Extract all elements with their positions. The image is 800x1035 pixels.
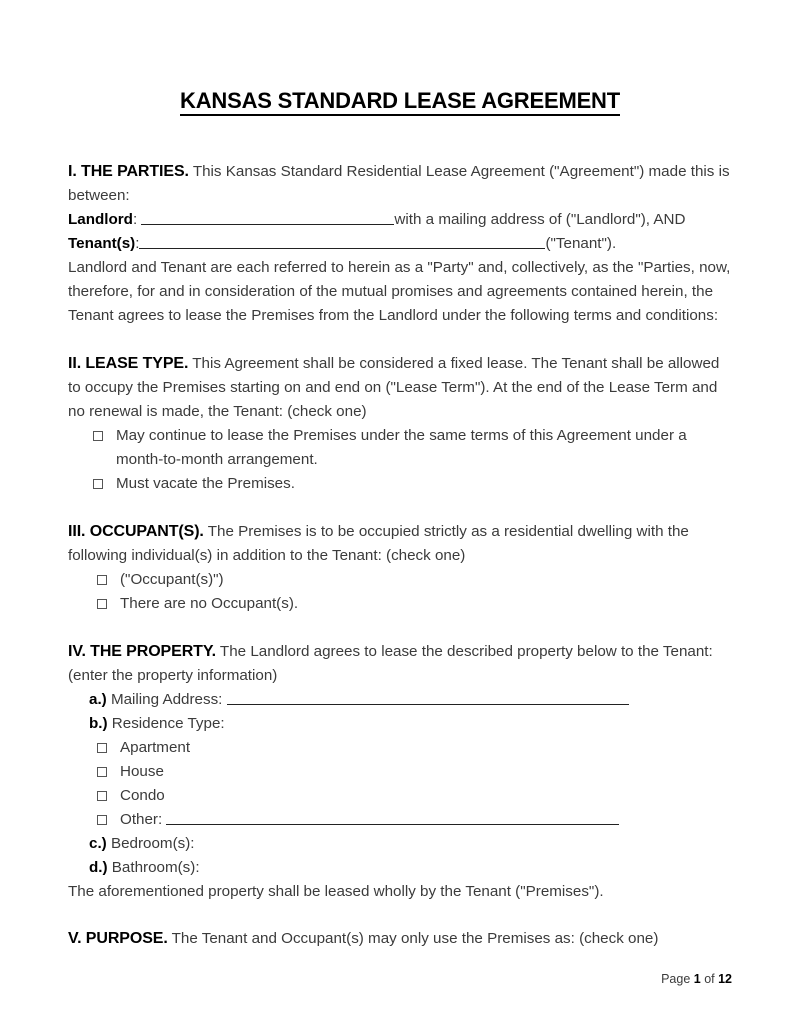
footer-prefix: Page <box>661 972 694 986</box>
landlord-label: Landlord <box>68 211 133 228</box>
page-footer <box>0 972 732 986</box>
landlord-line <box>68 208 732 232</box>
property-item-b-label: b.) <box>89 715 108 732</box>
footer-middle: of <box>700 972 719 986</box>
tenant-name-blank[interactable] <box>139 234 545 249</box>
mailing-address-blank[interactable] <box>227 690 629 705</box>
property-item-mailing-address <box>68 688 732 712</box>
section-lease-type <box>68 352 732 424</box>
residence-type-options <box>68 736 732 832</box>
occupants-option-named[interactable] <box>68 568 732 592</box>
section-parties-intro: This Kansas Standard Residential Lease Agreement ("Agreement") made this is between: <box>68 163 730 204</box>
lease-type-option-label: May continue to lease the Premises under the same terms of this Agreement under a month-to-month arrangement. <box>116 427 687 468</box>
landlord-colon: : <box>132 211 142 228</box>
checkbox-icon[interactable] <box>97 599 107 609</box>
occupants-option-label: ("Occupant(s)") <box>120 571 224 588</box>
property-closing-text: The aforementioned property shall be leased wholly by the Tenant ("Premises"). <box>68 883 604 900</box>
tenant-after-text: ("Tenant"). <box>545 235 617 252</box>
landlord-after-text: with a mailing address of ("Landlord"), AND <box>394 211 686 228</box>
property-item-residence-type <box>68 712 732 736</box>
section-property-heading: IV. THE PROPERTY. <box>68 643 216 660</box>
section-parties <box>68 160 732 208</box>
checkbox-icon[interactable] <box>97 743 107 753</box>
checkbox-icon[interactable] <box>97 815 107 825</box>
residence-type-label: Condo <box>120 787 165 804</box>
residence-type-other-wrap <box>120 808 732 832</box>
occupants-option-none[interactable] <box>68 592 732 616</box>
residence-type-other-blank[interactable] <box>166 810 619 825</box>
footer-total-pages: 12 <box>718 972 732 986</box>
checkbox-icon[interactable] <box>97 575 107 585</box>
section-property-body: The Landlord agrees to lease the described property below to the Tenant: (enter the property information) <box>68 643 713 684</box>
footer-current-page: 1 <box>693 972 701 986</box>
residence-type-label: Apartment <box>120 739 191 756</box>
section-occupants <box>68 520 732 568</box>
landlord-name-blank[interactable] <box>141 210 394 225</box>
residence-type-apartment[interactable] <box>68 736 732 760</box>
tenant-colon: : <box>135 235 140 252</box>
document-body <box>68 160 732 951</box>
checkbox-icon[interactable] <box>93 479 103 489</box>
tenant-label: Tenant(s) <box>68 235 136 252</box>
property-item-b-text: Residence Type: <box>107 715 225 732</box>
spacer-2 <box>68 496 732 520</box>
spacer-3 <box>68 616 732 640</box>
residence-type-house[interactable] <box>68 760 732 784</box>
spacer-1 <box>68 328 732 352</box>
lease-type-option-label: Must vacate the Premises. <box>116 475 295 492</box>
section-property <box>68 640 732 688</box>
page-title <box>0 88 800 114</box>
occupants-options <box>68 568 732 616</box>
section-lease-type-body: This Agreement shall be considered a fixed lease. The Tenant shall be allowed to occupy the Premises starting on and end on ("Lease Term"). At the end of the Lease Term and no renewal is made, the Tenant: (check one) <box>68 355 720 420</box>
tenant-line <box>68 232 732 256</box>
residence-type-condo[interactable] <box>68 784 732 808</box>
page-title-text: KANSAS STANDARD LEASE AGREEMENT <box>180 88 620 116</box>
property-item-a-text: Mailing Address: <box>106 691 227 708</box>
section-lease-type-heading: II. LEASE TYPE. <box>68 355 189 372</box>
residence-type-label: House <box>120 763 164 780</box>
checkbox-icon[interactable] <box>97 791 107 801</box>
lease-type-option-month-to-month[interactable] <box>68 424 732 472</box>
section-purpose <box>68 927 732 951</box>
occupants-option-label: There are no Occupant(s). <box>120 595 299 612</box>
checkbox-icon[interactable] <box>97 767 107 777</box>
spacer-4 <box>68 904 732 927</box>
residence-type-other-label: Other: <box>120 811 167 828</box>
property-item-c-label: c.) <box>89 835 107 852</box>
section-parties-body: Landlord and Tenant are each referred to herein as a "Party" and, collectively, as the "Parties, now, therefore, for and in consideration of the mutual promises and agreements contained herein, the Tenant agrees to lease the Premises from the Landlord under the following terms and conditions: <box>68 259 731 324</box>
section-purpose-body: The Tenant and Occupant(s) may only use the Premises as: (check one) <box>167 930 659 947</box>
lease-type-options <box>68 424 732 496</box>
property-item-bedrooms <box>68 832 732 856</box>
section-parties-heading: I. THE PARTIES. <box>68 163 189 180</box>
property-item-c-text: Bedroom(s): <box>106 835 195 852</box>
property-item-a-label: a.) <box>89 691 107 708</box>
residence-type-other[interactable] <box>68 808 732 832</box>
property-item-d-label: d.) <box>89 859 108 876</box>
section-occupants-body: The Premises is to be occupied strictly as a residential dwelling with the following individual(s) in addition to the Tenant: (check one) <box>68 523 689 564</box>
section-occupants-heading: III. OCCUPANT(S). <box>68 523 204 540</box>
checkbox-icon[interactable] <box>93 431 103 441</box>
lease-type-option-vacate[interactable] <box>68 472 732 496</box>
section-purpose-heading: V. PURPOSE. <box>68 930 168 947</box>
property-item-d-text: Bathroom(s): <box>107 859 200 876</box>
property-item-bathrooms <box>68 856 732 880</box>
